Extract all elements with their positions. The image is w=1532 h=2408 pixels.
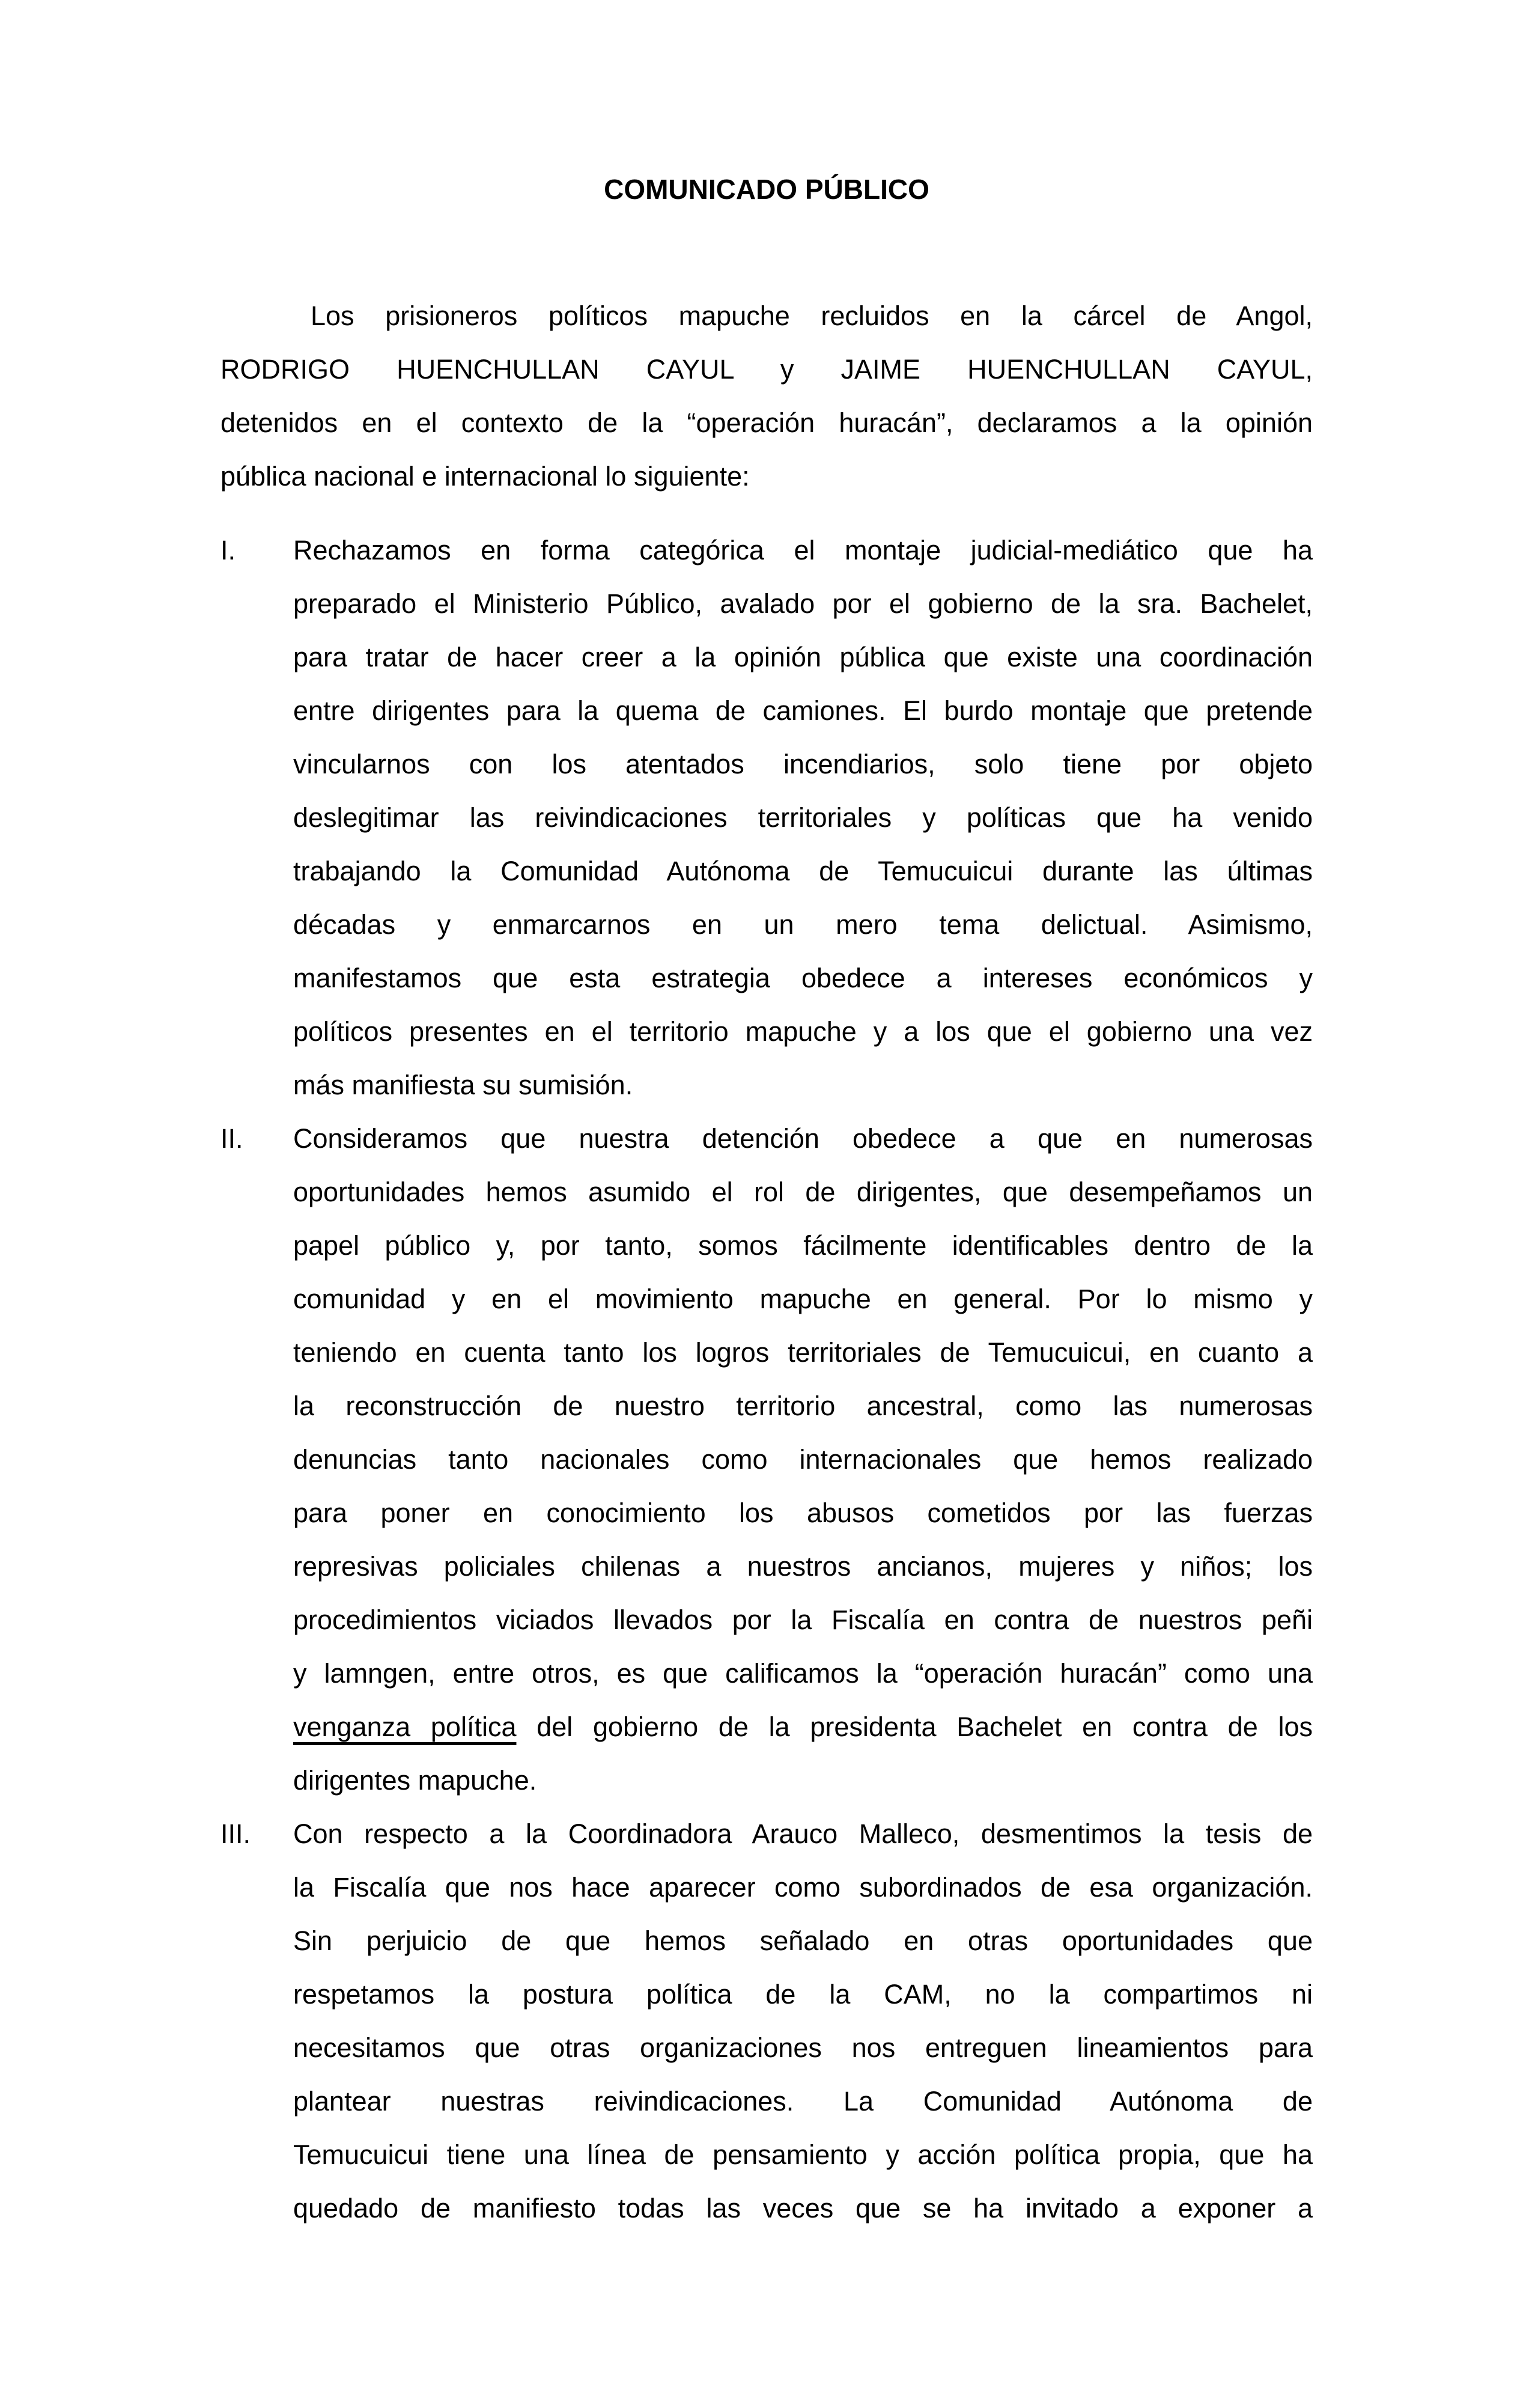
text-line: Consideramos que nuestra detención obedece a que en numerosas <box>293 1123 1313 1154</box>
text-line: Temucuicui tiene una línea de pensamiento y acción política propia, que ha <box>293 2139 1313 2170</box>
list-numeral: II. <box>220 1123 243 1154</box>
text-line: papel público y, por tanto, somos fácilmente identificables dentro de la <box>293 1230 1313 1261</box>
list-item-III <box>220 1807 1313 2235</box>
text-line: entre dirigentes para la quema de camiones. El burdo montaje que pretende <box>293 695 1313 726</box>
text-line: RODRIGO HUENCHULLAN CAYUL y JAIME HUENCHULLAN CAYUL, <box>220 354 1313 385</box>
list-numeral: I. <box>220 535 236 565</box>
text-line: vincularnos con los atentados incendiarios, solo tiene por objeto <box>293 749 1313 779</box>
text-line: quedado de manifiesto todas las veces que se ha invitado a exponer a <box>293 2193 1313 2224</box>
intro-paragraph <box>220 289 1313 503</box>
text-line: comunidad y en el movimiento mapuche en general. Por lo mismo y <box>293 1284 1313 1314</box>
text-line: procedimientos viciados llevados por la Fiscalía en contra de nuestros peñi <box>293 1605 1313 1635</box>
text-line: décadas y enmarcarnos en un mero tema delictual. Asimismo, <box>293 909 1313 940</box>
text-line: Los prisioneros políticos mapuche recluidos en la cárcel de Angol, <box>311 300 1313 331</box>
text-line: venganza política del gobierno de la presidenta Bachelet en contra de los <box>293 1712 1313 1742</box>
text-line: la Fiscalía que nos hace aparecer como subordinados de esa organización. <box>293 1872 1313 1903</box>
text-line: pública nacional e internacional lo siguiente: <box>220 461 750 492</box>
text-line: Sin perjuicio de que hemos señalado en otras oportunidades que <box>293 1925 1313 1956</box>
text-line: manifestamos que esta estrategia obedece a intereses económicos y <box>293 963 1313 993</box>
text-line: respetamos la postura política de la CAM, no la compartimos ni <box>293 1979 1313 2010</box>
text-line: para poner en conocimiento los abusos cometidos por las fuerzas <box>293 1498 1313 1528</box>
text-line: Rechazamos en forma categórica el montaje judicial-mediático que ha <box>293 535 1313 565</box>
text-line: oportunidades hemos asumido el rol de dirigentes, que desempeñamos un <box>293 1177 1313 1207</box>
text-line: plantear nuestras reivindicaciones. La Comunidad Autónoma de <box>293 2086 1313 2117</box>
list-numeral: III. <box>220 1818 251 1849</box>
text-line: trabajando la Comunidad Autónoma de Temucuicui durante las últimas <box>293 856 1313 886</box>
text-line: más manifiesta su sumisión. <box>293 1070 633 1100</box>
text-line: dirigentes mapuche. <box>293 1765 537 1796</box>
text-line: denuncias tanto nacionales como internacionales que hemos realizado <box>293 1444 1313 1475</box>
text-line: preparado el Ministerio Público, avalado por el gobierno de la sra. Bachelet, <box>293 588 1313 619</box>
text-line: necesitamos que otras organizaciones nos entreguen lineamientos para <box>293 2032 1313 2063</box>
list-item-I <box>220 523 1313 1112</box>
text-line: la reconstrucción de nuestro territorio ancestral, como las numerosas <box>293 1391 1313 1421</box>
text-line: deslegitimar las reivindicaciones territoriales y políticas que ha venido <box>293 802 1313 833</box>
text-line: represivas policiales chilenas a nuestros ancianos, mujeres y niños; los <box>293 1551 1313 1582</box>
text-line: y lamngen, entre otros, es que calificamos la “operación huracán” como una <box>293 1658 1313 1689</box>
text-line: teniendo en cuenta tanto los logros territoriales de Temucuicui, en cuanto a <box>293 1337 1313 1368</box>
text-line: Con respecto a la Coordinadora Arauco Malleco, desmentimos la tesis de <box>293 1818 1313 1849</box>
roman-numeral-list <box>220 523 1313 2235</box>
text-line: políticos presentes en el territorio mapuche y a los que el gobierno una vez <box>293 1016 1313 1047</box>
list-item-II <box>220 1112 1313 1807</box>
underlined-phrase: venganza política <box>293 1712 517 1742</box>
document-title: COMUNICADO PÚBLICO <box>604 174 929 205</box>
text-line: para tratar de hacer creer a la opinión pública que existe una coordinación <box>293 642 1313 672</box>
text-line: detenidos en el contexto de la “operación huracán”, declaramos a la opinión <box>220 407 1313 438</box>
